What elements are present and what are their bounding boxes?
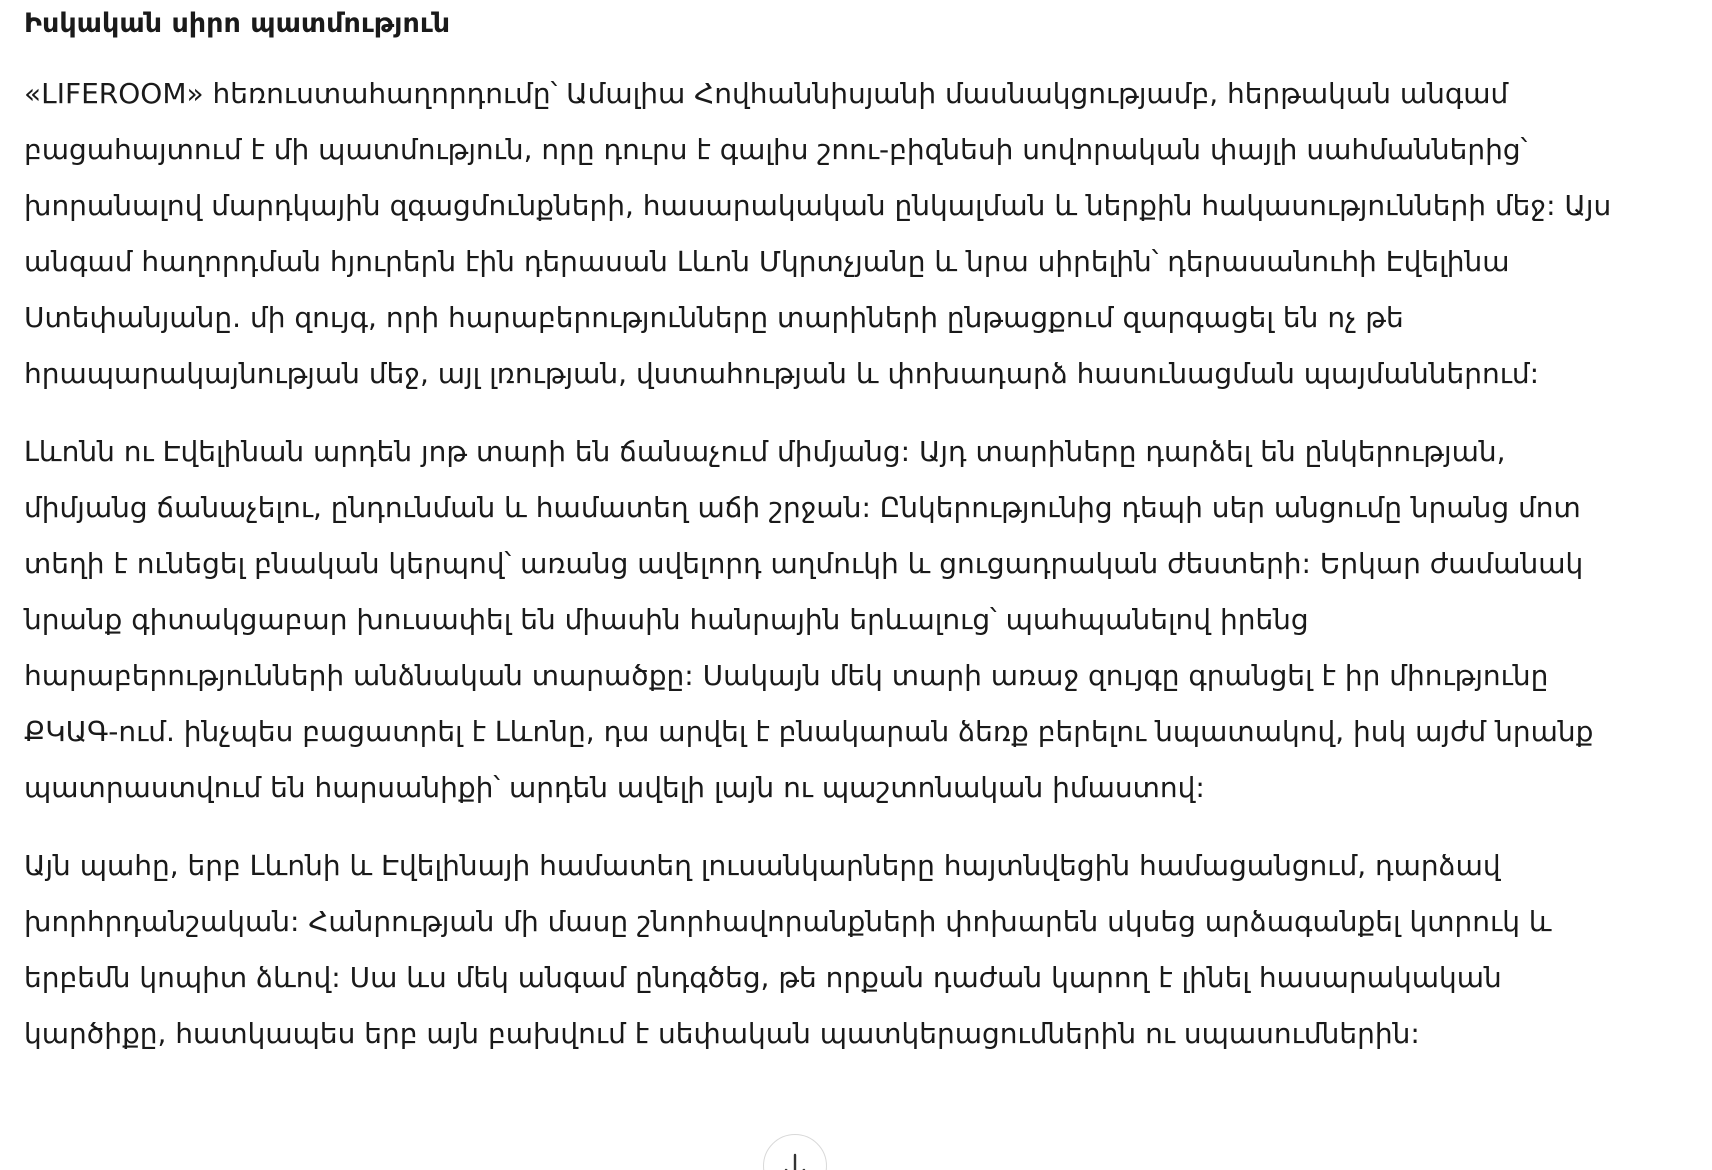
scroll-to-bottom-button[interactable]	[763, 1134, 827, 1170]
article-paragraph-3: Այն պահը, երբ Լևոնի և Էվելինայի համատեղ լուսանկարները հայտնվեցին համացանցում, դարձավ խորհրդանշական: Հանրության մի մասը շնորհավորանքների փոխարեն սկսեց արձագանքել կտրուկ և երբեմն կոպիտ ձևով: Սա ևս մեկ անգամ ընդգծեց, թե որքան դաժան կարող է լինել հասարակական կարծիքը, հատկապես երբ այն բախվում է սեփական պատկերացումներին ու սպասումներին:	[24, 849, 1552, 1050]
article-paragraph-1: «LIFEROOM» հեռուստահաղորդումը՝ Ամալիա Հովհաննիսյանի մասնակցությամբ, հերթական անգամ բացահայտում է մի պատմություն, որը դուրս է գալիս շոու-բիզնեսի սովորական փայլի սահմաններից՝ խորանալով մարդկային զգացմունքների, հասարակական ընկալման և ներքին հակասությունների մեջ: Այս անգամ հաղորդման հյուրերն էին դերասան Լևոն Մկրտչյանը և նրա սիրելին՝ դերասանուհի Էվելինա Ստեփանյանը. մի զույգ, որի հարաբերությունները տարիների ընթացքում զարգացել են ոչ թե հրապարակայնության մեջ, այլ լռության, վստահության և փոխադարձ հասունացման պայմաններում:	[24, 77, 1612, 390]
article	[24, 0, 1624, 1084]
article-paragraph-2: Լևոնն ու Էվելինան արդեն յոթ տարի են ճանաչում միմյանց: Այդ տարիները դարձել են ընկերության, միմյանց ճանաչելու, ընդունման և համատեղ աճի շրջան: Ընկերությունից դեպի սեր անցումը նրանց մոտ տեղի է ունեցել բնական կերպով՝ առանց ավելորդ աղմուկի և ցուցադրական ժեստերի: Երկար ժամանակ նրանք գիտակցաբար խուսափել են միասին հանրային երևալուց՝ պահպանելով իրենց հարաբերությունների անձնական տարածքը: Սակայն մեկ տարի առաջ զույգը գրանցել է իր միությունը ՔԿԱԳ-ում. ինչպես բացատրել է Լևոնը, դա արվել է բնակարան ձեռք բերելու նպատակով, իսկ այժմ նրանք պատրաստվում են հարսանիքի՝ արդեն ավելի լայն ու պաշտոնական իմաստով:	[24, 435, 1594, 804]
article-title: Իսկական սիրո պատմություն	[24, 8, 451, 39]
arrow-down-icon	[782, 1153, 808, 1170]
